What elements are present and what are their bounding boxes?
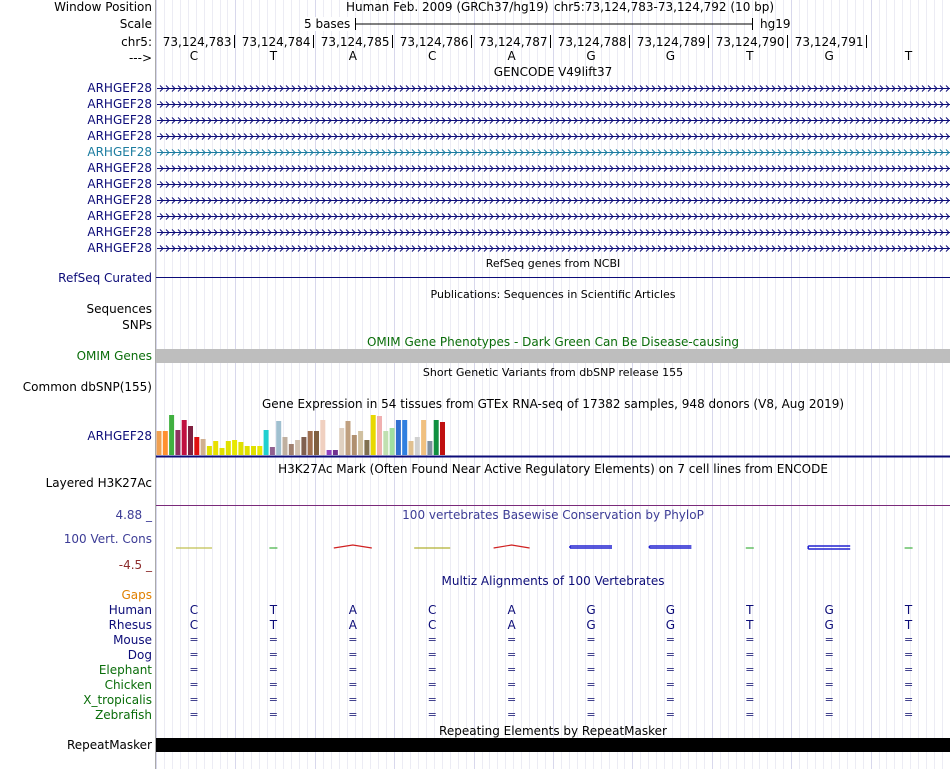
alignment-gap-mark: = <box>189 693 199 706</box>
alignment-base: C <box>427 618 437 632</box>
gtex-tissue-bar <box>238 442 243 455</box>
gtex-tissue-bar <box>346 421 351 455</box>
publications-title: Publications: Sequences in Scientific Articles <box>430 288 676 301</box>
alignment-gap-mark: = <box>824 648 834 661</box>
alignment-base: T <box>746 603 754 617</box>
omim-title: OMIM Gene Phenotypes - Dark Green Can Be Disease-causing <box>366 335 740 349</box>
alignment-base: T <box>904 603 913 617</box>
coordinate-label: 73,124,791 <box>794 35 864 49</box>
h3k27ac-title: H3K27Ac Mark (Often Found Near Active Regulatory Elements) on 7 cell lines from ENCODE <box>278 462 828 476</box>
reference-base: A <box>348 49 357 63</box>
alignment-gap-mark: = <box>586 633 596 646</box>
alignment-gap-mark: = <box>824 678 834 691</box>
alignment-gap-mark: = <box>268 633 278 646</box>
alignment-gap-mark: = <box>665 708 675 721</box>
alignment-gap-mark: = <box>427 678 437 691</box>
alignment-gap-mark: = <box>506 633 517 646</box>
gene-label-arhgef28[interactable]: ARHGEF28 <box>87 209 152 223</box>
alignment-gap-mark: = <box>348 678 358 691</box>
alignment-gap-mark: = <box>506 693 517 706</box>
alignment-gap-mark: = <box>903 648 914 661</box>
gtex-tissue-bar <box>390 428 395 455</box>
alignment-gap-mark: = <box>824 693 834 706</box>
gtex-tissue-bar <box>327 450 332 455</box>
alignment-gap-mark: = <box>586 663 596 676</box>
alignment-gap-mark: = <box>903 708 914 721</box>
alignment-base: C <box>427 603 437 617</box>
alignment-gap-mark: = <box>824 633 834 646</box>
alignment-base: A <box>507 618 516 632</box>
gtex-tissue-bar <box>283 437 288 455</box>
alignment-base: C <box>189 603 199 617</box>
phylop-label[interactable]: 100 Vert. Cons <box>63 532 152 546</box>
gtex-tissue-bar <box>175 430 180 455</box>
alignment-gap-mark: = <box>745 708 755 721</box>
alignment-gap-mark: = <box>268 648 278 661</box>
phylop-min-label[interactable]: -4.5 _ <box>118 558 152 572</box>
alignment-gap-mark: = <box>745 693 755 706</box>
alignment-gap-mark: = <box>189 678 199 691</box>
alignment-gap-mark: = <box>745 648 755 661</box>
reference-base: G <box>586 49 596 63</box>
alignment-gap-mark: = <box>268 663 278 676</box>
coordinate-label: 73,124,785 <box>320 35 390 49</box>
phylop-score-mark <box>494 545 530 548</box>
species-label-elephant[interactable]: Elephant <box>98 663 152 677</box>
strand-label[interactable]: ---> <box>128 51 152 65</box>
alignment-gap-mark: = <box>189 648 199 661</box>
omim-gene-bar <box>156 349 950 363</box>
alignment-gap-mark: = <box>745 663 755 676</box>
alignment-gap-mark: = <box>427 693 437 706</box>
species-label-mouse[interactable]: Mouse <box>113 633 152 647</box>
alignment-gap-mark: = <box>824 663 834 676</box>
alignment-base: A <box>348 618 357 632</box>
dbsnp-label[interactable]: Common dbSNP(155) <box>22 380 152 394</box>
refseq-track <box>156 270 950 284</box>
omim-track <box>156 349 950 364</box>
reference-base: G <box>824 49 834 63</box>
alignment-gap-mark: = <box>665 648 675 661</box>
gtex-tissue-bar <box>308 431 313 455</box>
reference-base: C <box>427 49 437 63</box>
track-labels-column <box>0 0 155 769</box>
gene-label-arhgef28[interactable]: ARHGEF28 <box>87 81 152 95</box>
alignment-base: G <box>665 603 676 617</box>
gtex-tissue-bar <box>276 421 281 455</box>
multiz-title: Multiz Alignments of 100 Vertebrates <box>441 574 665 588</box>
h3k27ac-label[interactable]: Layered H3K27Ac <box>45 476 152 490</box>
publications-sequences-label[interactable]: Sequences <box>86 302 152 316</box>
publications-snps-label[interactable]: SNPs <box>122 318 152 332</box>
gtex-tissue-bar <box>377 416 382 455</box>
phylop-score-mark <box>649 546 691 548</box>
alignment-gap-mark: = <box>903 663 914 676</box>
gtex-tissue-bar <box>352 435 357 455</box>
alignment-gap-mark: = <box>506 663 517 676</box>
coordinate-label: 73,124,783 <box>162 35 232 49</box>
alignment-base: G <box>824 603 834 617</box>
coordinate-label: 73,124,784 <box>241 35 311 49</box>
alignment-gap-mark: = <box>665 678 675 691</box>
species-label-rhesus[interactable]: Rhesus <box>108 618 152 632</box>
scale-label[interactable]: Scale <box>119 17 152 31</box>
scale-bar-line <box>356 18 753 30</box>
alignment-base: T <box>269 618 278 632</box>
species-label-chicken[interactable]: Chicken <box>104 678 152 692</box>
alignment-gap-mark: = <box>586 693 596 706</box>
gene-label-arhgef28[interactable]: ARHGEF28 <box>87 113 152 127</box>
gtex-tissue-bar <box>207 446 212 455</box>
refseq-label[interactable]: RefSeq Curated <box>58 271 152 285</box>
gtex-tissue-bar <box>257 446 262 455</box>
gtex-tissue-bar <box>415 437 420 455</box>
phylop-score-mark <box>334 545 372 548</box>
species-label-x_tropicalis[interactable]: X_tropicalis <box>83 693 152 707</box>
gencode-tracks <box>156 80 950 256</box>
gtex-tissue-bar <box>333 450 338 455</box>
alignment-gap-mark: = <box>665 663 675 676</box>
gencode-title: GENCODE V49lift37 <box>493 65 613 79</box>
gtex-tissue-bar <box>251 446 256 455</box>
omim-label[interactable]: OMIM Genes <box>76 349 152 363</box>
alignment-gap-mark: = <box>745 633 755 646</box>
gtex-tissue-bar <box>289 444 294 455</box>
gtex-tissue-bar <box>383 431 388 455</box>
alignment-gap-mark: = <box>268 678 278 691</box>
alignment-gap-mark: = <box>189 708 199 721</box>
alignment-base: G <box>665 618 676 632</box>
gtex-tissue-bar <box>440 422 445 455</box>
alignment-gap-mark: = <box>903 693 914 706</box>
reference-base: A <box>507 49 516 63</box>
gtex-title: Gene Expression in 54 tissues from GTEx RNA-seq of 17382 samples, 948 donors (V8, Aug 2019) <box>261 397 845 411</box>
alignment-gap-mark: = <box>268 708 278 721</box>
alignment-gap-mark: = <box>745 678 755 691</box>
gtex-tissue-bar <box>364 440 369 455</box>
gtex-tissue-bar <box>245 446 250 455</box>
alignment-base: T <box>269 603 278 617</box>
gtex-tissue-bar <box>163 431 168 455</box>
species-label-dog[interactable]: Dog <box>127 648 152 662</box>
multiz-gaps-label[interactable]: Gaps <box>121 588 152 602</box>
alignment-gap-mark: = <box>824 708 834 721</box>
repeatmasker-title: Repeating Elements by RepeatMasker <box>439 724 667 738</box>
gtex-tissue-bar <box>446 451 451 455</box>
assembly-title: Human Feb. 2009 (GRCh37/hg19) <box>346 0 549 14</box>
reference-base: T <box>269 49 278 63</box>
alignment-gap-mark: = <box>506 678 517 691</box>
gene-label-arhgef28[interactable]: ARHGEF28 <box>87 225 152 239</box>
alignment-base: A <box>507 603 516 617</box>
alignment-gap-mark: = <box>348 693 358 706</box>
gtex-tissue-bar <box>213 441 218 455</box>
reference-base: T <box>746 49 754 63</box>
chrom-label[interactable]: chr5: <box>121 35 152 49</box>
alignment-base: T <box>904 618 913 632</box>
alignment-gap-mark: = <box>903 678 914 691</box>
gtex-tissue-bar <box>320 420 325 455</box>
coordinate-label: 73,124,788 <box>557 35 627 49</box>
alignment-gap-mark: = <box>586 678 596 691</box>
gtex-tissue-bar <box>270 447 275 455</box>
gtex-gene-label[interactable]: ARHGEF28 <box>87 429 152 443</box>
alignment-gap-mark: = <box>268 693 278 706</box>
scale-text: 5 bases <box>304 17 351 31</box>
alignment-gap-mark: = <box>189 663 199 676</box>
alignment-gap-mark: = <box>665 633 675 646</box>
phylop-track <box>156 535 950 559</box>
gtex-expression-chart <box>156 410 950 458</box>
alignment-gap-mark: = <box>348 708 358 721</box>
alignment-gap-mark: = <box>427 648 437 661</box>
alignment-gap-mark: = <box>427 708 437 721</box>
reference-base: G <box>665 49 676 63</box>
alignment-gap-mark: = <box>348 633 358 646</box>
scale-db: hg19 <box>760 17 791 31</box>
phylop-title: 100 vertebrates Basewise Conservation by PhyloP <box>402 508 704 522</box>
gtex-tissue-bar <box>169 415 174 455</box>
phylop-max-label[interactable]: 4.88 _ <box>115 508 152 522</box>
gene-label-arhgef28[interactable]: ARHGEF28 <box>87 193 152 207</box>
gtex-tissue-bar <box>301 437 306 455</box>
gtex-tissue-bar <box>232 440 237 455</box>
position-range: chr5:73,124,783-73,124,792 (10 bp) <box>554 0 775 14</box>
alignment-gap-mark: = <box>348 663 358 676</box>
species-label-human[interactable]: Human <box>108 603 152 617</box>
alignment-gap-mark: = <box>586 708 596 721</box>
gtex-tissue-bar <box>421 420 426 455</box>
alignment-base: A <box>348 603 357 617</box>
gtex-tissue-bar <box>188 426 193 455</box>
gtex-tissue-bar <box>409 441 414 455</box>
gtex-tissue-bar <box>157 431 162 455</box>
alignment-base: G <box>586 603 596 617</box>
gtex-tissue-bar <box>314 431 319 455</box>
alignment-gap-mark: = <box>348 648 358 661</box>
gene-label-arhgef28[interactable]: ARHGEF28 <box>87 161 152 175</box>
alignment-gap-mark: = <box>427 663 437 676</box>
reference-base: C <box>189 49 199 63</box>
gene-label-arhgef28[interactable]: ARHGEF28 <box>87 97 152 111</box>
coordinate-label: 73,124,787 <box>478 35 548 49</box>
dbsnp-title: Short Genetic Variants from dbSNP release 155 <box>422 366 684 379</box>
alignment-base: G <box>824 618 834 632</box>
alignment-gap-mark: = <box>506 648 517 661</box>
coordinate-label: 73,124,790 <box>715 35 785 49</box>
repeatmasker-bar <box>156 738 950 752</box>
species-label-zebrafish[interactable]: Zebrafish <box>95 708 152 722</box>
alignment-gap-mark: = <box>506 708 517 721</box>
gene-label-arhgef28[interactable]: ARHGEF28 <box>87 129 152 143</box>
alignment-base: C <box>189 618 199 632</box>
alignment-gap-mark: = <box>903 633 914 646</box>
gtex-tissue-bar <box>201 439 206 455</box>
gene-label-arhgef28[interactable]: ARHGEF28 <box>87 241 152 255</box>
window-position-label[interactable]: Window Position <box>54 0 152 14</box>
alignment-gap-mark: = <box>427 633 437 646</box>
gtex-tissue-bar <box>396 420 401 455</box>
alignment-gap-mark: = <box>665 693 675 706</box>
reference-base: T <box>904 49 913 63</box>
phylop-score-mark <box>570 546 612 548</box>
alignment-gap-mark: = <box>189 633 199 646</box>
gtex-tissue-bar <box>182 420 187 455</box>
gtex-tissue-bar <box>264 430 269 455</box>
phylop-score-mark <box>808 546 850 549</box>
gtex-tissue-bar <box>226 441 231 455</box>
gtex-tissue-bar <box>434 420 439 455</box>
repeatmasker-label[interactable]: RepeatMasker <box>66 738 152 752</box>
gtex-tissue-bar <box>194 437 199 455</box>
gtex-tissue-bar <box>402 420 407 455</box>
gtex-tissue-bar <box>427 441 432 455</box>
alignment-gap-mark: = <box>586 648 596 661</box>
repeatmasker-track <box>156 738 950 754</box>
alignment-base: T <box>746 618 754 632</box>
coordinate-label: 73,124,786 <box>399 35 469 49</box>
track-area[interactable] <box>156 0 950 769</box>
refseq-title: RefSeq genes from NCBI <box>485 257 621 270</box>
gtex-tissue-bar <box>371 415 376 455</box>
gtex-tissue-bar <box>295 440 300 455</box>
gtex-tissue-bar <box>220 448 225 455</box>
gene-label-arhgef28[interactable]: ARHGEF28 <box>87 177 152 191</box>
gene-label-arhgef28[interactable]: ARHGEF28 <box>87 145 152 159</box>
gtex-tissue-bar <box>339 428 344 455</box>
alignment-base: G <box>586 618 596 632</box>
scale-bar <box>156 16 950 32</box>
coordinate-label: 73,124,789 <box>636 35 706 49</box>
gtex-tissue-bar <box>358 431 363 455</box>
